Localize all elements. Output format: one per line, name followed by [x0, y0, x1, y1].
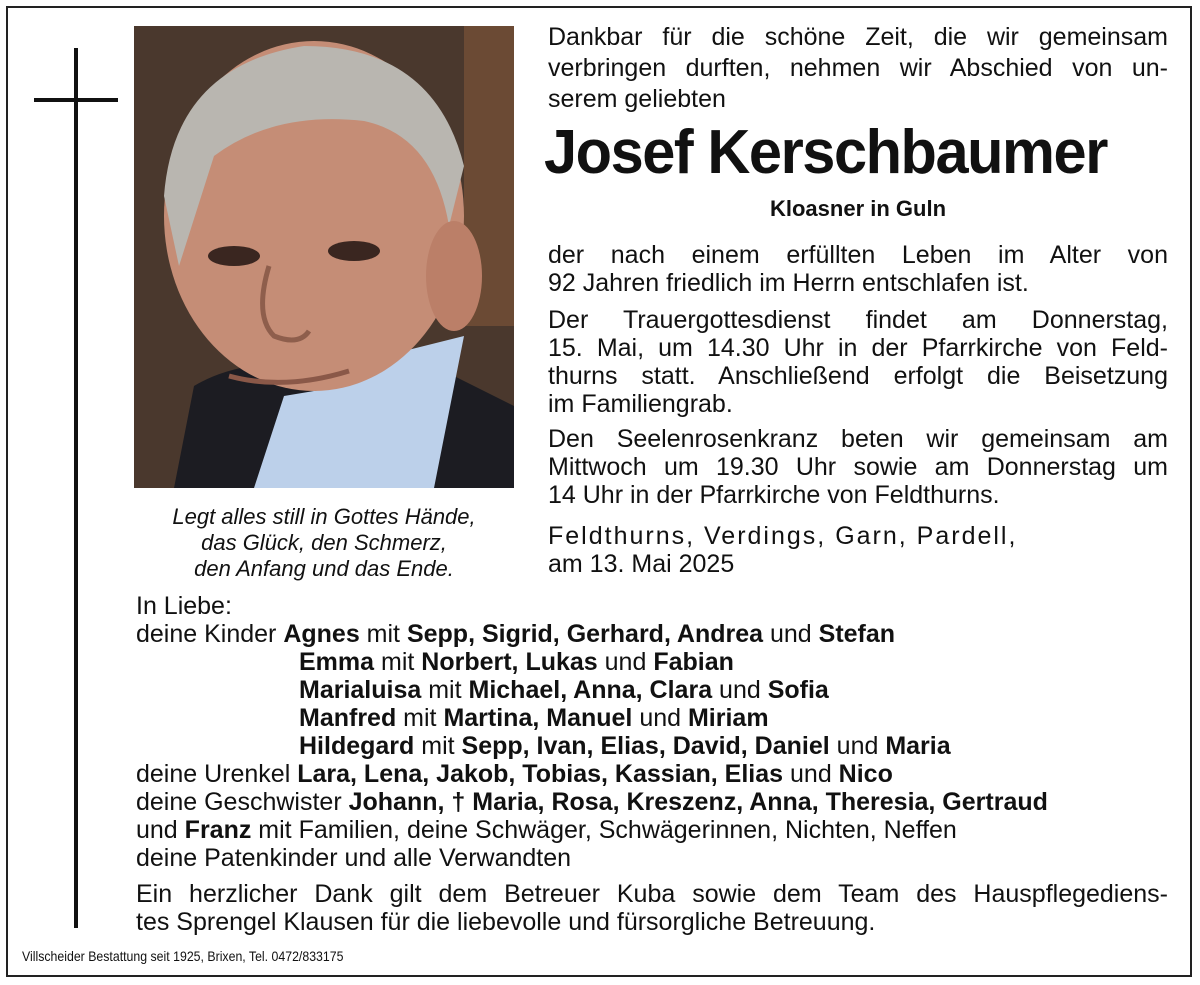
grandchildren-last: Nico	[838, 760, 893, 788]
child-family-last: Maria	[885, 732, 951, 760]
motto-line: den Anfang und das Ende.	[194, 556, 454, 581]
intro-text	[548, 22, 1168, 115]
connector: und	[712, 676, 768, 704]
rosary-paragraph	[548, 425, 1168, 509]
connector: und	[783, 760, 839, 788]
connector: und	[829, 732, 886, 760]
place-line: Feldthurns, Verdings, Garn, Pardell,	[548, 522, 1018, 550]
child-family-last: Fabian	[653, 648, 734, 676]
date-line: am 13. Mai 2025	[548, 550, 735, 578]
child-name: Emma	[299, 648, 375, 676]
children-prefix: deine Kinder	[136, 620, 284, 648]
family-list	[136, 592, 1176, 872]
child-family: Sepp, Sigrid, Gerhard, Andrea	[406, 620, 764, 648]
intro-line: serem geliebten	[548, 85, 726, 113]
connector: und	[763, 620, 819, 648]
connector: mit	[421, 676, 469, 704]
grandchildren-names: Lara, Lena, Jakob, Tobias, Kassian, Elias	[297, 760, 784, 788]
motto-line: das Glück, den Schmerz,	[201, 530, 447, 555]
paragraph-line: Mittwoch um 19.30 Uhr sowie am Donnerstag um	[548, 453, 1168, 481]
intro-line: Dankbar für die schöne Zeit, die wir gemeinsam	[548, 23, 1168, 51]
connector: und	[136, 816, 185, 844]
siblings-last: Franz	[184, 816, 252, 844]
child-family-last: Sofia	[767, 676, 829, 704]
child-family: Norbert, Lukas	[421, 648, 598, 676]
thanks-line: tes Sprengel Klausen für die liebevolle und fürsorgliche Betreuung.	[136, 908, 876, 936]
paragraph-line: 15. Mai, um 14.30 Uhr in der Pfarrkirche von Feld-	[548, 334, 1168, 362]
children-row	[136, 648, 1176, 676]
paragraph-line: der nach einem erfüllten Leben im Alter von	[548, 241, 1168, 269]
paragraph-line: Der Trauergottesdienst findet am Donnerstag,	[548, 306, 1168, 334]
connector: und	[597, 648, 654, 676]
paragraph-line: 92 Jahren friedlich im Herrn entschlafen ist.	[548, 269, 1029, 297]
godchildren-row: deine Patenkinder und alle Verwandten	[136, 844, 572, 872]
cross-icon	[74, 48, 78, 928]
child-name: Hildegard	[299, 732, 415, 760]
siblings-prefix: deine Geschwister	[136, 788, 349, 816]
paragraph-line: thurns statt. Anschließend erfolgt die Beisetzung	[548, 362, 1168, 390]
connector: und	[632, 704, 688, 732]
motto-line: Legt alles still in Gottes Hände,	[172, 504, 476, 529]
connector: mit	[414, 732, 462, 760]
deceased-nickname: Kloasner in Guln	[769, 196, 947, 221]
siblings-names: Johann, † Maria, Rosa, Kreszenz, Anna, Theresia, Gertraud	[348, 788, 1048, 816]
relatives-text: mit Familien, deine Schwäger, Schwägerinnen, Nichten, Neffen	[251, 816, 957, 844]
paragraph-line: Den Seelenrosenkranz beten wir gemeinsam am	[548, 425, 1168, 453]
life-paragraph	[548, 241, 1168, 297]
connector: mit	[396, 704, 444, 732]
child-name: Marialuisa	[299, 676, 422, 704]
intro-line: verbringen durften, nehmen wir Abschied von un-	[548, 54, 1168, 82]
motto	[134, 504, 514, 582]
thanks-line: Ein herzlicher Dank gilt dem Betreuer Kuba sowie dem Team des Hauspflegediens-	[136, 880, 1168, 908]
deceased-name: Josef Kerschbaumer	[544, 118, 1107, 187]
children-row	[136, 732, 1176, 760]
love-heading: In Liebe:	[136, 592, 232, 620]
child-name: Agnes	[283, 620, 360, 648]
child-family-last: Stefan	[818, 620, 896, 648]
grandchildren-prefix: deine Urenkel	[136, 760, 298, 788]
siblings-row	[136, 788, 1176, 816]
siblings-row-2	[136, 816, 1176, 844]
children-row	[136, 704, 1176, 732]
child-family: Michael, Anna, Clara	[468, 676, 713, 704]
child-family-last: Miriam	[687, 704, 769, 732]
place-date	[548, 522, 1168, 578]
thanks-text	[136, 880, 1168, 936]
children-row	[136, 620, 1176, 648]
grandchildren-row	[136, 760, 1176, 788]
portrait-photo	[134, 26, 514, 488]
connector: mit	[374, 648, 422, 676]
children-row	[136, 676, 1176, 704]
child-name: Manfred	[299, 704, 397, 732]
cross-icon-bar	[34, 98, 118, 102]
funeral-paragraph	[548, 306, 1168, 418]
funeral-home-footer: Villscheider Bestattung seit 1925, Brixen, Tel. 0472/833175	[22, 948, 344, 964]
child-family: Martina, Manuel	[443, 704, 633, 732]
connector: mit	[359, 620, 407, 648]
paragraph-line: im Familiengrab.	[548, 390, 733, 418]
child-family: Sepp, Ivan, Elias, David, Daniel	[461, 732, 830, 760]
paragraph-line: 14 Uhr in der Pfarrkirche von Feldthurns.	[548, 481, 1000, 509]
